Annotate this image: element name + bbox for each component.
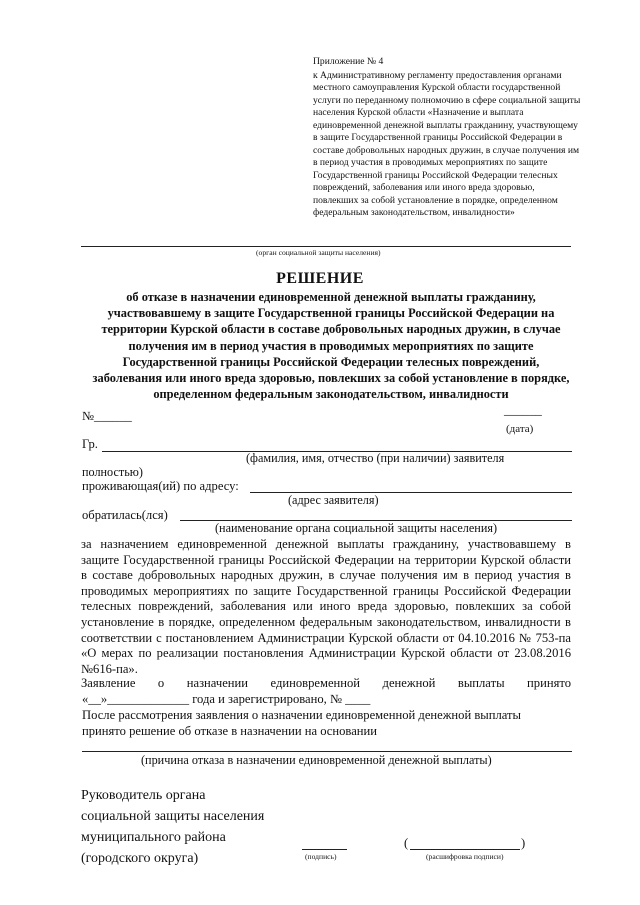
reason-line[interactable]: [82, 751, 572, 752]
appendix-text: к Административному регламенту предоставления органами местного самоуправления Курской области государственной услуги по переданному полномочию в сфере социальной защиты населения Курской области «Назначение и выплата единовременной денежной выплаты гражданину, участвующему в защите Государственной границы Российской Федерации в составе добровольных народных дружин, в случае получения им в период участия в проводимых мероприятиях по защите Государственной границы Российской Федерации телесных повреждений, заболевания или иного вреда здоровью, повлекших за собой установление в порядке, определенном федеральным законодательством, инвалидности»: [313, 69, 581, 218]
address-caption: (адрес заявителя): [288, 493, 379, 507]
main-paragraph: за назначением единовременной денежной выплаты гражданину, участвовавшему в защите Государственной границы Российской Федерации на территории Курской области в составе добровольных народных дружин, в случае получения им в период участия в проводимых мероприятиях по защите Государственной границы Российской Федерации телесных повреждений, заболевания или иного вреда здоровью, повлекших за собой установление в порядке, определенном федеральным законодательством, инвалидности в соответствии с постановлением Администрации Курской области от 04.10.2016 № 753-па «О мерах по реализации постановления Администрации Курской области от 23.08.2016 №616-па».: [81, 537, 571, 676]
signature-line-4: (городского округа): [81, 851, 199, 866]
signature-blank-line[interactable]: [302, 849, 347, 850]
document-subtitle: об отказе в назначении единовременной денежной выплаты гражданину, участвовавшему в защите Государственной границы Российской Федерации на территории Курской области в составе добровольных народных дружин, в случае получения им в период участия в проводимых мероприятиях по защите Государственной границы Российской Федерации телесных повреждений, заболевания или иного вреда здоровью, повлекших за собой установление в порядке, определенном федеральным законодательством, инвалидности: [92, 290, 570, 402]
address-label: проживающая(ий) по адресу:: [82, 479, 239, 493]
decode-open: (: [404, 836, 409, 850]
applied-label: обратилась(лся): [82, 508, 168, 522]
signature-line-2: социальной защиты населения: [81, 809, 265, 824]
authority-caption: (орган социальной защиты населения): [256, 248, 381, 257]
date-caption: (дата): [506, 423, 534, 435]
decode-blank-line[interactable]: [410, 849, 520, 850]
appendix-block: [313, 56, 581, 220]
signature-position: [81, 785, 264, 869]
name-caption: (фамилия, имя, отчество (при наличии) заявителя: [246, 451, 505, 465]
number-field[interactable]: №______: [82, 409, 132, 423]
date-blank[interactable]: ______: [504, 403, 542, 417]
after-review-line-1: После рассмотрения заявления о назначении единовременной денежной выплаты: [82, 708, 522, 722]
decode-caption: (расшифровка подписи): [426, 852, 504, 861]
sign-caption: (подпись): [305, 852, 337, 861]
signature-line-3: муниципального района: [81, 830, 226, 845]
signature-line-1: Руководитель органа: [81, 788, 206, 803]
body-caption: (наименование органа социальной защиты населения): [215, 521, 498, 535]
appendix-title: Приложение № 4: [313, 56, 384, 67]
name-caption-cont: полностью): [82, 465, 143, 479]
decode-close: ): [521, 836, 526, 850]
reason-caption: (причина отказа в назначении единовременной денежной выплаты): [141, 753, 492, 767]
authority-line: [81, 246, 571, 247]
after-review-line-2: принято решение об отказе в назначении на основании: [82, 724, 378, 738]
document-title: РЕШЕНИЕ: [276, 270, 364, 287]
application-line: Заявление о назначении единовременной денежной выплаты принято: [81, 676, 571, 690]
citizen-label: Гр.: [82, 437, 98, 451]
date-registered-line[interactable]: «__»_____________ года и зарегистрировано, № ____: [82, 692, 371, 706]
